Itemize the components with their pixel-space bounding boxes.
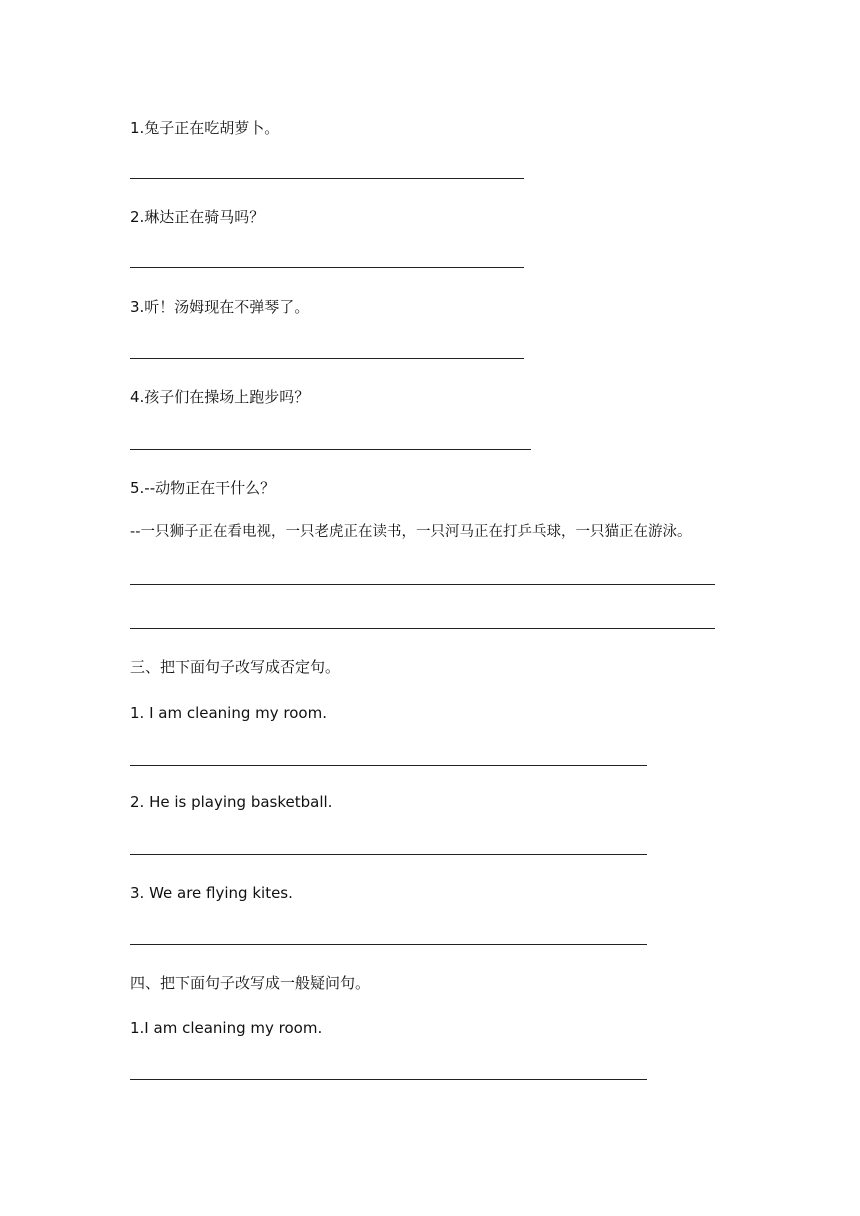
- answer-line-4[interactable]: [130, 449, 531, 450]
- section-three-answer-line-2[interactable]: [130, 854, 647, 855]
- section-four-item-1: 1.I am cleaning my room.: [130, 1019, 323, 1037]
- question-4: 4.孩子们在操场上跑步吗？: [130, 388, 310, 406]
- answer-line-5b[interactable]: [130, 628, 715, 629]
- question-5-dialogue: --一只狮子正在看电视，一只老虎正在读书，一只河马正在打乒乓球，一只猫正在游泳。: [130, 524, 692, 540]
- section-three-item-2: 2. He is playing basketball.: [130, 793, 333, 811]
- question-5: 5.--动物正在干什么？: [130, 479, 276, 497]
- answer-line-3[interactable]: [130, 358, 524, 359]
- section-three-answer-line-3[interactable]: [130, 944, 647, 945]
- section-three-answer-line-1[interactable]: [130, 765, 647, 766]
- section-four-heading: 四、把下面句子改写成一般疑问句。: [130, 974, 371, 992]
- answer-line-5a[interactable]: [130, 584, 715, 585]
- section-four-answer-line-1[interactable]: [130, 1079, 647, 1080]
- answer-line-1[interactable]: [130, 178, 524, 179]
- question-3: 3.听！汤姆现在不弹琴了。: [130, 298, 310, 316]
- question-1: 1.兔子正在吃胡萝卜。: [130, 119, 280, 137]
- section-three-heading: 三、把下面句子改写成否定句。: [130, 658, 341, 676]
- question-2: 2.琳达正在骑马吗？: [130, 208, 265, 226]
- section-three-item-3: 3. We are flying kites.: [130, 884, 293, 902]
- answer-line-2[interactable]: [130, 267, 524, 268]
- section-three-item-1: 1. I am cleaning my room.: [130, 704, 327, 722]
